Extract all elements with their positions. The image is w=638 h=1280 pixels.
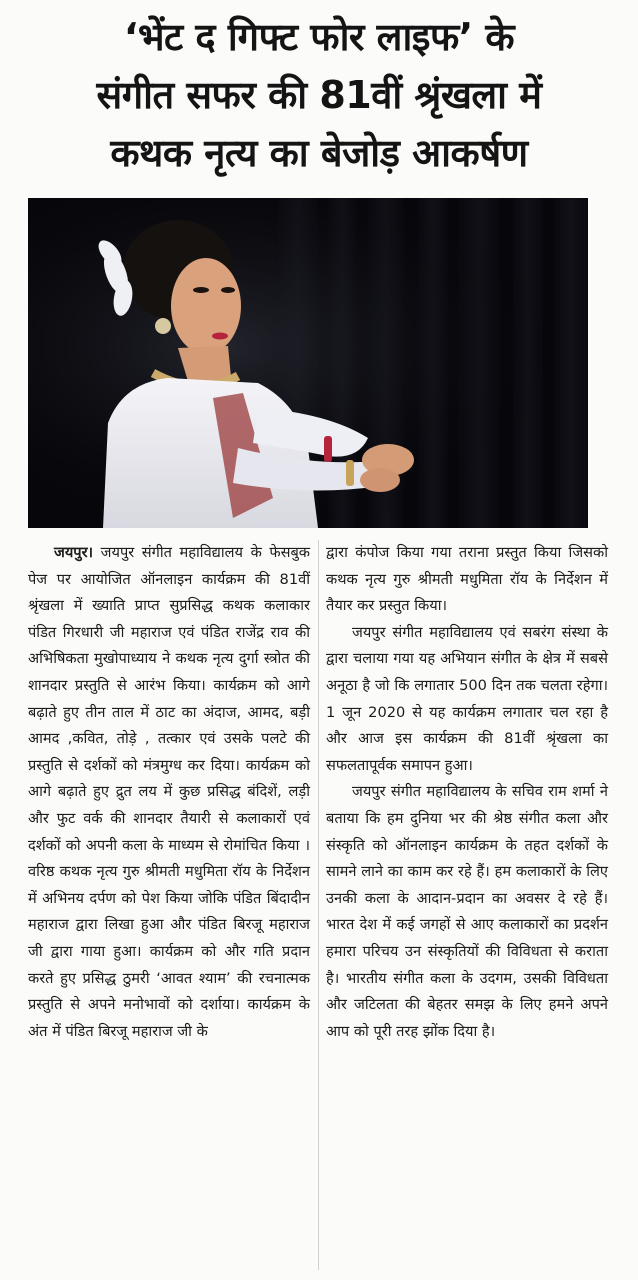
column-divider — [318, 540, 319, 1270]
headline-line-3: कथक नृत्य का बेजोड़ आकर्षण — [110, 131, 528, 175]
kathak-dancer-photo — [28, 198, 588, 528]
headline-line-1: ‘भेंट द गिफ्ट फोर लाइफ’ के — [123, 15, 515, 59]
article-column-left — [28, 540, 310, 1045]
headline — [20, 8, 618, 182]
dancer-illustration — [28, 198, 588, 528]
dateline: जयपुर। — [54, 544, 94, 561]
article-text: जयपुर संगीत महाविद्यालय के फेसबुक पेज पर आयोजित ऑनलाइन कार्यक्रम की 81वीं श्रृंखला में ख्याति प्राप्त सुप्रसिद्ध कथक कलाकार पंडित गिरधारी जी महाराज एवं पंडित राजेंद्र राव की अभिषिकता मुखोपाध्याय ने कथक नृत्य दुर्गा स्त्रोत की शानदार प्रस्तुति से आरंभ किया। कार्यक्रम को आगे बढ़ाते हुए तीन ताल में ठाट का अंदाज, आमद, बड़ी आमद ,कवित, तोड़े , तत्कार एवं उसके पलटे की प्रस्तुति से दर्शकों को मंत्रमुग्ध कर दिया। कार्यक्रम को आगे बढ़ाते हुए द्रुत लय में कुछ प्रसिद्ध बंदिशें, लड़ी और फुट वर्क की शानदार तैयारी से कलाकारों एवं दर्शकों को अपनी कला के माध्यम से रोमांचित किया । वरिष्ठ कथक नृत्य गुरु श्रीमती मधुमिता रॉय के निर्देशन में अभिनय दर्पण को पेश किया जोकि पंडित बिंदादीन महाराज द्वारा लिखा हुआ और पंडित बिरजू महाराज जी द्वारा गाया हुआ। कार्यक्रम को और गति प्रदान करते हुए प्रसिद्ध ठुमरी ‘आवत श्याम’ की रचनात्मक प्रस्तुति से अपने मनोभावों को दर्शाया। कार्यक्रम के अंत में पंडित बिरजू महाराज जी के — [28, 544, 311, 1040]
article-paragraph: जयपुर संगीत महाविद्यालय एवं सबरंग संस्था के द्वारा चलाया गया यह अभियान संगीत के क्षेत्र में सबसे अनूठा है जो कि लगातार 500 दिन तक चलता रहेगा। 1 जून 2020 से यह कार्यक्रम लगातार चल रहा है और आज इस कार्यक्रम की 81वीं श्रृंखला का सफलतापूर्वक समापन हुआ। — [326, 623, 608, 774]
article-column-right — [326, 540, 608, 1045]
headline-line-2: संगीत सफर की 81वीं श्रृंखला में — [96, 73, 542, 117]
article-paragraph: द्वारा कंपोज किया गया तराना प्रस्तुत किया जिसको कथक नृत्य गुरु श्रीमती मधुमिता रॉय के निर्देशन में तैयार कर प्रस्तुत किया। — [326, 544, 608, 615]
article-paragraph: जयपुर संगीत महाविद्यालय के सचिव राम शर्मा ने बताया कि हम दुनिया भर की श्रेष्ठ संगीत कला और संस्कृति को ऑनलाइन कार्यक्रम के तहत दर्शकों के सामने लाने का काम कर रहे हैं। हम कलाकारों के लिए उनकी कला के आदान-प्रदान का अवसर दे रहे हैं। भारत देश में कई जगहों से आए कलाकारों का प्रदर्शन हमारा परिचय उन संस्कृतियों की विविधता से कराता है। भारतीय संगीत कला के उदगम, उसकी विविधता और जटिलता की बेहतर समझ के लिए हमने अपने आप को पूरी तरह झोंक दिया है। — [326, 783, 608, 1040]
article-paragraph — [28, 540, 310, 1045]
